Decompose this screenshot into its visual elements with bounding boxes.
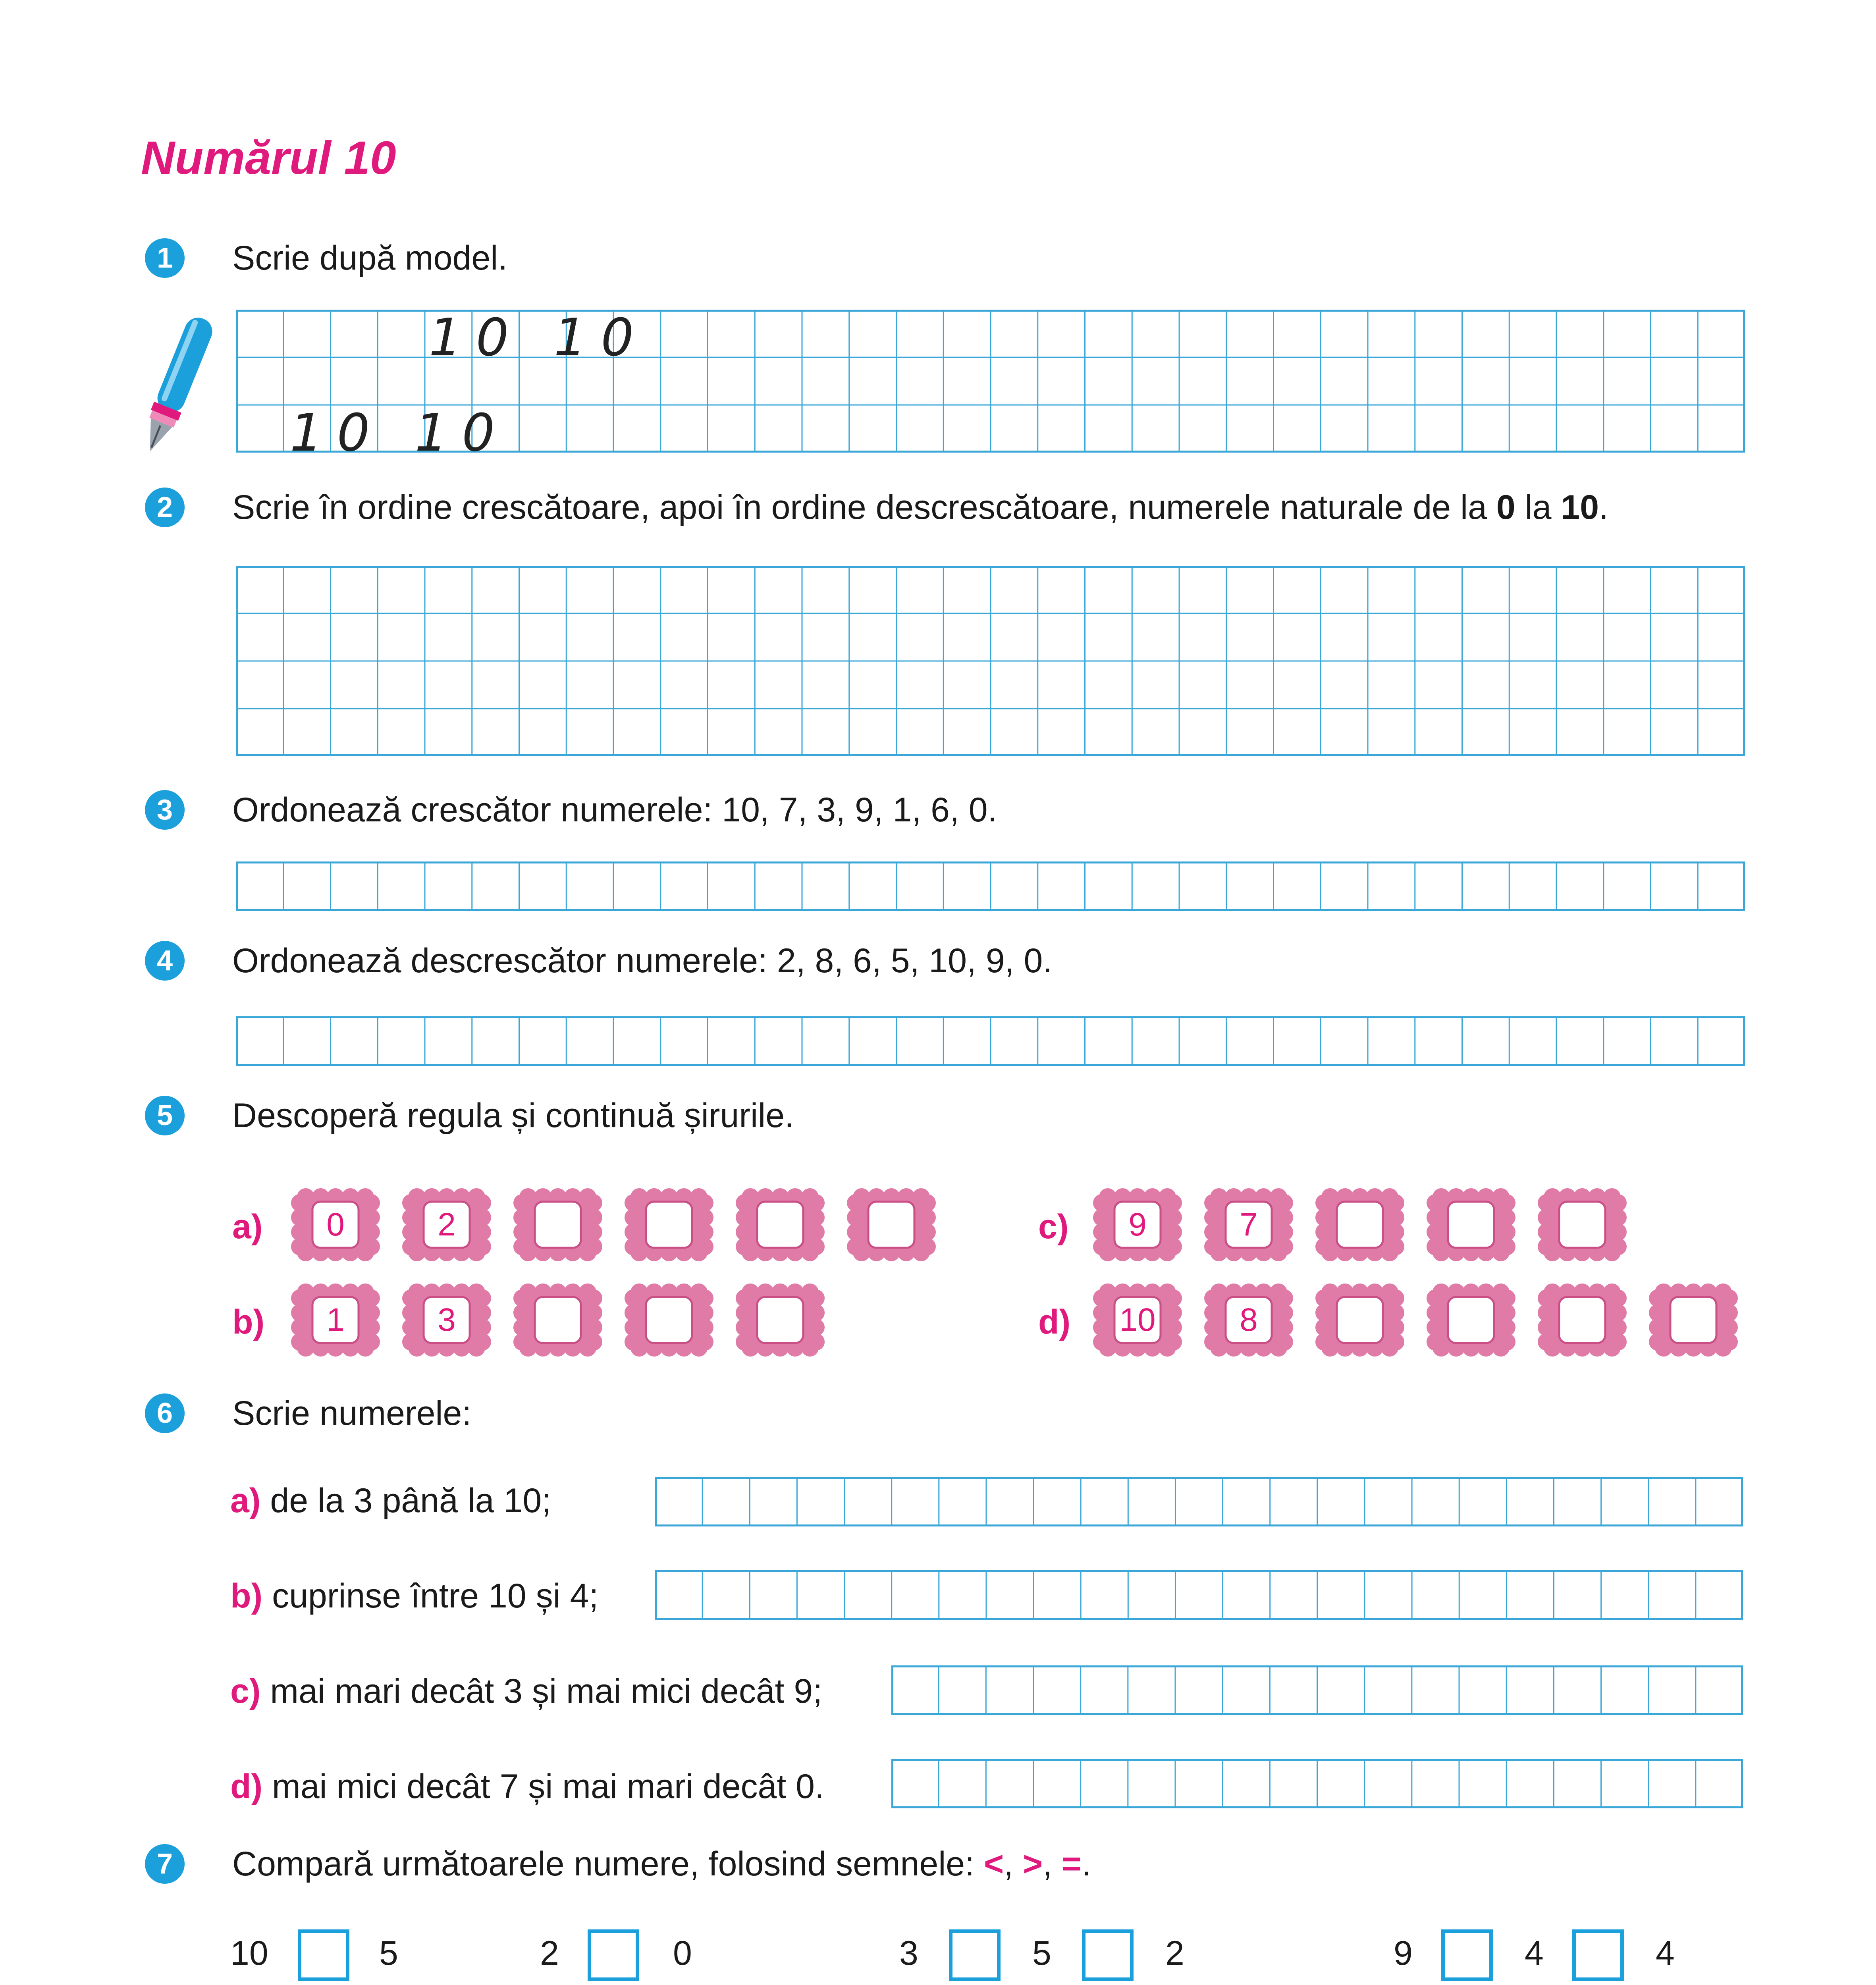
item-6a: a) de la 3 până la 10; bbox=[230, 1482, 551, 1520]
sequence-value bbox=[1423, 1280, 1519, 1360]
sequence-cell[interactable] bbox=[1646, 1280, 1741, 1360]
answer-row-3[interactable] bbox=[236, 861, 1745, 911]
sequence-value: 7 bbox=[1240, 1206, 1258, 1243]
sequence-label-a: a) bbox=[232, 1208, 263, 1246]
sequence-cell[interactable] bbox=[288, 1280, 383, 1360]
sequence-value bbox=[1535, 1185, 1630, 1264]
exercise-7-instruction: Compară următoarele numere, folosind semnele: <, >, =. bbox=[232, 1845, 1091, 1883]
sequence-value bbox=[621, 1185, 717, 1264]
sequence-cell[interactable] bbox=[733, 1185, 828, 1264]
compare-3-left: 3 bbox=[899, 1934, 918, 1972]
answer-row-6d[interactable] bbox=[891, 1759, 1743, 1808]
model-number-top: 10 10 bbox=[429, 307, 648, 368]
exercise-5-instruction: Descoperă regula și continuă șirurile. bbox=[232, 1097, 794, 1135]
sequence-value: 8 bbox=[1240, 1302, 1258, 1338]
exercise-3-number: 3 bbox=[145, 790, 185, 830]
sequence-label-c: c) bbox=[1038, 1208, 1069, 1246]
exercise-7-number: 7 bbox=[145, 1844, 185, 1884]
sequence-cell[interactable] bbox=[844, 1185, 939, 1264]
compare-2-right: 0 bbox=[673, 1934, 692, 1972]
answer-row-6c[interactable] bbox=[891, 1665, 1743, 1715]
exercise-4-number: 4 bbox=[145, 941, 185, 981]
sequence-cell[interactable] bbox=[399, 1185, 494, 1264]
sequence-value: 0 bbox=[326, 1206, 345, 1243]
compare-4-mid: 4 bbox=[1525, 1934, 1544, 1972]
compare-1-right: 5 bbox=[379, 1934, 398, 1972]
sequence-cell[interactable] bbox=[1090, 1185, 1185, 1264]
sequence-cell[interactable] bbox=[1423, 1185, 1519, 1264]
compare-2-box[interactable] bbox=[588, 1929, 639, 1981]
sequence-cell[interactable] bbox=[288, 1185, 383, 1264]
sequence-value bbox=[510, 1280, 605, 1360]
answer-row-6a[interactable] bbox=[655, 1477, 1743, 1526]
sequence-value bbox=[733, 1185, 828, 1264]
exercise-2-instruction: Scrie în ordine crescătoare, apoi în ordine descrescătoare, numerele naturale de la 0 la 10. bbox=[232, 488, 1608, 526]
exercise-2-number: 2 bbox=[145, 488, 185, 527]
exercise-6-instruction: Scrie numerele: bbox=[232, 1394, 472, 1432]
sequence-label-b: b) bbox=[232, 1303, 265, 1341]
sequence-cell[interactable] bbox=[1535, 1185, 1630, 1264]
sequence-cell[interactable] bbox=[621, 1280, 717, 1360]
sequence-cell[interactable] bbox=[1201, 1185, 1296, 1264]
compare-3-right: 2 bbox=[1165, 1934, 1184, 1972]
grid-lines bbox=[236, 566, 1745, 756]
compare-2-left: 2 bbox=[540, 1934, 559, 1972]
item-6d: d) mai mici decât 7 și mai mari decât 0. bbox=[230, 1767, 824, 1806]
sequence-value bbox=[1312, 1185, 1407, 1264]
sequence-value: 1 bbox=[326, 1302, 345, 1338]
compare-1-box[interactable] bbox=[298, 1929, 349, 1981]
sequence-cell[interactable] bbox=[1090, 1280, 1185, 1360]
compare-4-box-2[interactable] bbox=[1572, 1929, 1624, 1981]
item-6c: c) mai mari decât 3 și mai mici decât 9; bbox=[230, 1672, 823, 1710]
sequence-cell[interactable] bbox=[510, 1280, 605, 1360]
sequence-value: 9 bbox=[1128, 1206, 1147, 1243]
sequence-cell[interactable] bbox=[399, 1280, 494, 1360]
compare-3-box-2[interactable] bbox=[1082, 1929, 1134, 1981]
exercise-4-instruction: Ordonează descrescător numerele: 2, 8, 6, 5, 10, 9, 0. bbox=[232, 942, 1053, 980]
sequence-cell[interactable] bbox=[621, 1185, 717, 1264]
sequence-cell[interactable] bbox=[1535, 1280, 1630, 1360]
grid-lines bbox=[891, 1759, 1743, 1808]
sequence-value bbox=[733, 1280, 828, 1360]
writing-grid-2[interactable] bbox=[236, 566, 1745, 756]
compare-3-box-1[interactable] bbox=[949, 1929, 1001, 1981]
grid-lines bbox=[891, 1665, 1743, 1715]
sequence-value bbox=[1535, 1280, 1630, 1360]
sequence-value bbox=[510, 1185, 605, 1264]
sequence-cell[interactable] bbox=[1312, 1280, 1407, 1360]
compare-1-left: 10 bbox=[230, 1934, 268, 1972]
sequence-value bbox=[621, 1280, 717, 1360]
sequence-value bbox=[1312, 1280, 1407, 1360]
sequence-cell[interactable] bbox=[733, 1280, 828, 1360]
sequence-cell[interactable] bbox=[1423, 1280, 1519, 1360]
exercise-1-number: 1 bbox=[145, 238, 185, 278]
sequence-cell[interactable] bbox=[1201, 1280, 1296, 1360]
sequence-value: 10 bbox=[1119, 1302, 1156, 1338]
sequence-cell[interactable] bbox=[510, 1185, 605, 1264]
exercise-5-number: 5 bbox=[145, 1096, 185, 1135]
exercise-1-instruction: Scrie după model. bbox=[232, 239, 508, 277]
sequence-cell[interactable] bbox=[1312, 1185, 1407, 1264]
exercise-6-number: 6 bbox=[145, 1393, 185, 1433]
answer-row-4[interactable] bbox=[236, 1016, 1745, 1066]
compare-4-box-1[interactable] bbox=[1441, 1929, 1493, 1981]
model-number-bottom: 10 10 bbox=[290, 403, 509, 463]
item-6b: b) cuprinse între 10 și 4; bbox=[230, 1577, 599, 1615]
sequence-value bbox=[844, 1185, 939, 1264]
sequence-value bbox=[1646, 1280, 1741, 1360]
answer-row-6b[interactable] bbox=[655, 1570, 1743, 1620]
grid-lines bbox=[655, 1570, 1743, 1620]
exercise-3-instruction: Ordonează crescător numerele: 10, 7, 3, 9, 1, 6, 0. bbox=[232, 791, 997, 829]
page-title: Numărul 10 bbox=[141, 132, 396, 184]
sequence-value bbox=[1423, 1185, 1519, 1264]
compare-4-left: 9 bbox=[1394, 1934, 1413, 1972]
sequence-label-d: d) bbox=[1038, 1303, 1071, 1341]
compare-3-mid: 5 bbox=[1032, 1934, 1051, 1972]
grid-lines bbox=[236, 1016, 1745, 1066]
sequence-value: 2 bbox=[438, 1206, 456, 1243]
fountain-pen-icon bbox=[131, 310, 222, 461]
sequence-value: 3 bbox=[438, 1302, 456, 1338]
compare-4-right: 4 bbox=[1656, 1934, 1675, 1972]
grid-lines bbox=[655, 1477, 1743, 1526]
grid-lines bbox=[236, 861, 1745, 911]
